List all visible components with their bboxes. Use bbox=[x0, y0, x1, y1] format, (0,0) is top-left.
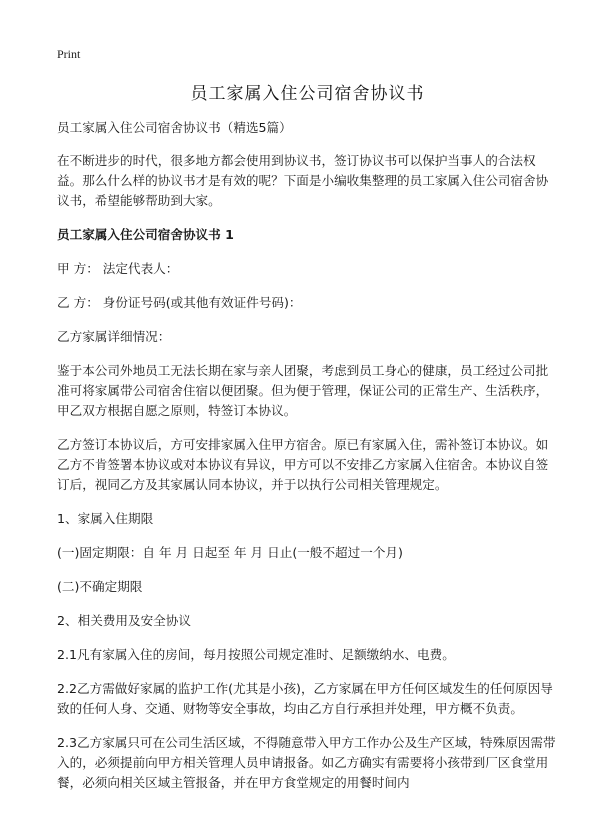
document-body bbox=[57, 118, 558, 807]
section-heading: 员工家属入住公司宿舍协议书 1 bbox=[57, 227, 234, 242]
clause-1-heading: 1、家属入住期限 bbox=[57, 511, 154, 526]
family-details-line: 乙方家属详细情况： bbox=[57, 329, 171, 344]
intro-paragraph: 在不断进步的时代，很多地方都会使用到协议书，签订协议书可以保护当事人的合法权益。那么什么样的协议书才是有效的呢？下面是小编收集整理的员工家属入住公司宿舍协议书，希望能够帮助到大家。 bbox=[57, 153, 549, 208]
party-b-line: 乙 方： 身份证号码(或其他有效证件号码)： bbox=[57, 295, 302, 310]
document-title: 员工家属入住公司宿舍协议书 bbox=[190, 84, 425, 104]
clause-2-1: 2.1凡有家属入住的房间，每月按照公司规定准时、足额缴纳水、电费。 bbox=[57, 647, 455, 662]
print-label: Print bbox=[57, 47, 81, 61]
party-a-line: 甲 方： 法定代表人： bbox=[57, 261, 179, 276]
clause-2-heading: 2、相关费用及安全协议 bbox=[57, 613, 191, 628]
clause-1-1: (一)固定期限：自 年 月 日起至 年 月 日止(一般不超过一个月) bbox=[57, 545, 403, 560]
clause-2-2: 2.2乙方需做好家属的监护工作(尤其是小孩)，乙方家属在甲方任何区域发生的任何原因导致的任何人身、交通、财物等安全事故，均由乙方自行承担并处理，甲方概不负责。 bbox=[57, 681, 553, 716]
clause-2-3: 2.3乙方家属只可在公司生活区域，不得随意带入甲方工作办公及生产区域，特殊原因需带入的，必须提前向甲方相关管理人员申请报备。如乙方确实有需要将小孩带到厂区食堂用餐，必须向相关区域主管报备，并在甲方食堂规定的用餐时间内 bbox=[57, 735, 556, 790]
body-paragraph-1: 鉴于本公司外地员工无法长期在家与亲人团聚，考虑到员工身心的健康，员工经过公司批准可将家属带公司宿舍住宿以便团聚。但为便于管理，保证公司的正常生产、生活秩序，甲乙双方根据自愿之原则，特签订本协议。 bbox=[57, 363, 549, 418]
body-paragraph-2: 乙方签订本协议后，方可安排家属入住甲方宿舍。原已有家属入住，需补签订本协议。如乙方不肯签署本协议或对本协议有异议，甲方可以不安排乙方家属入住宿舍。本协议自签订后，视同乙方及其家属认同本协议，并于以执行公司相关管理规定。 bbox=[57, 437, 549, 492]
clause-1-2: (二)不确定期限 bbox=[57, 579, 143, 594]
document-subtitle: 员工家属入住公司宿舍协议书（精选5篇） bbox=[57, 120, 292, 135]
